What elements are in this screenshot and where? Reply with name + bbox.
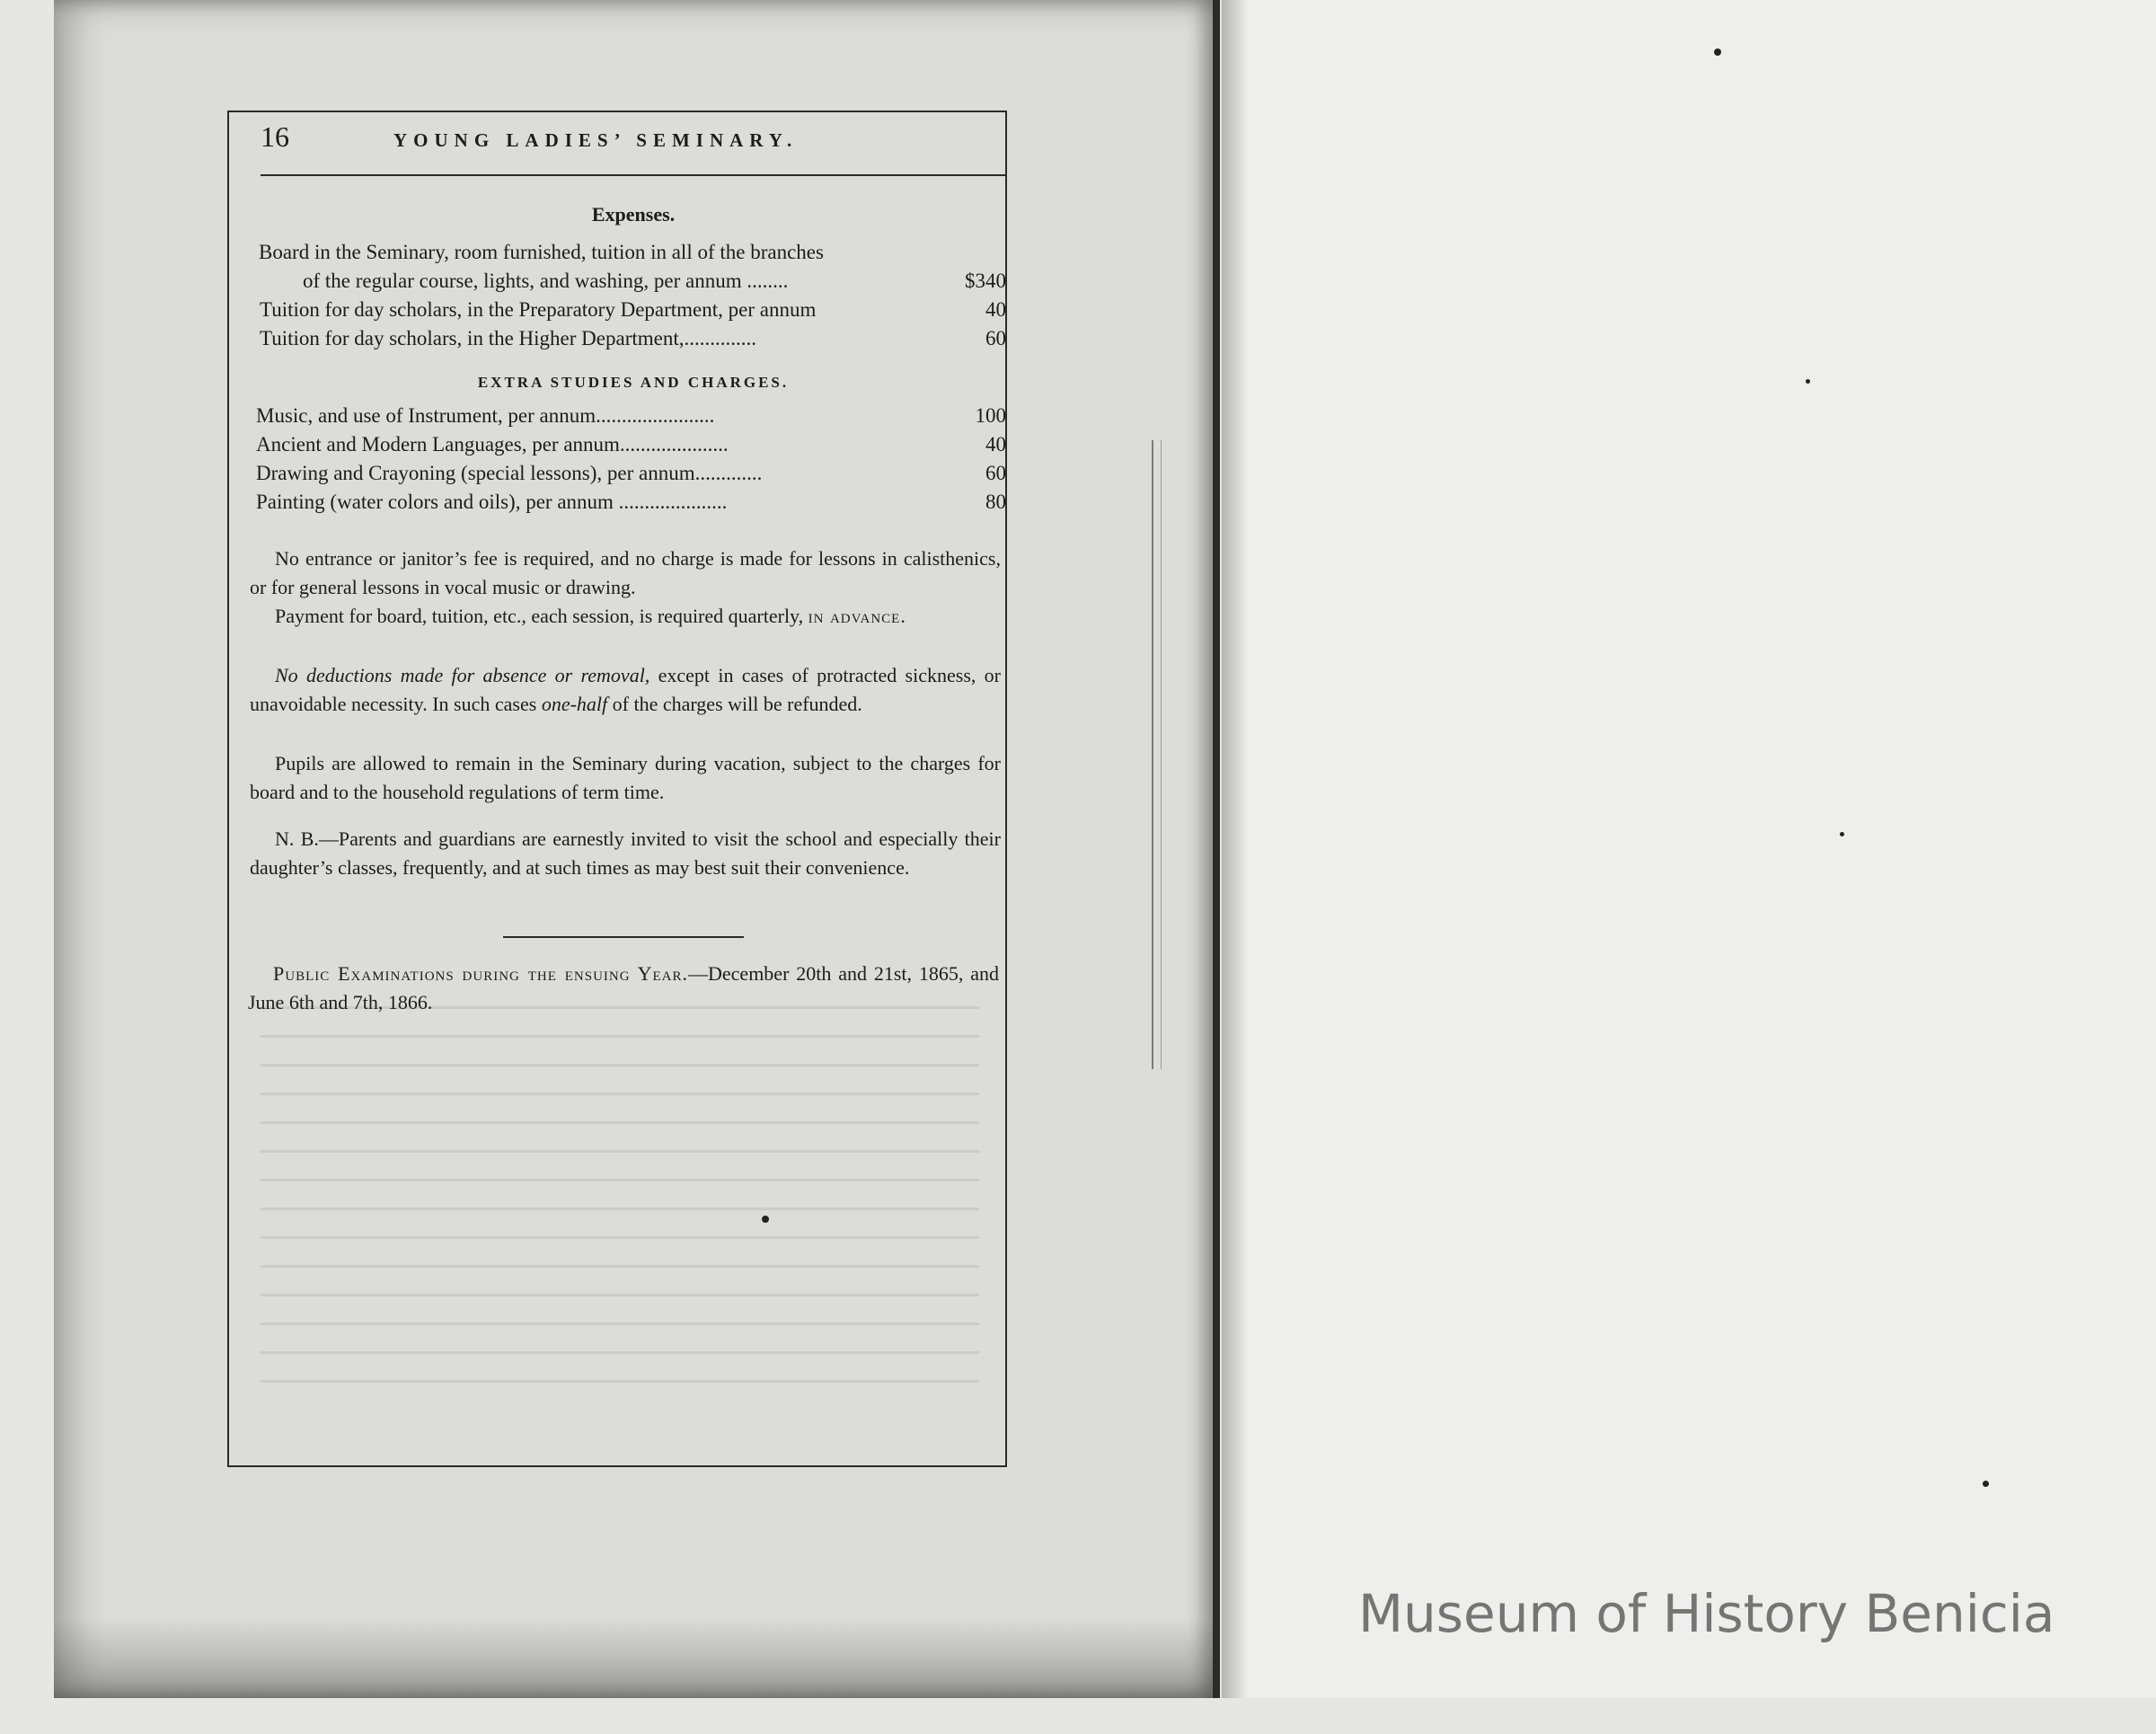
fee-amount: 80 xyxy=(985,491,1006,513)
speck xyxy=(1806,379,1810,384)
note-payment xyxy=(250,602,1001,631)
speck xyxy=(1983,1481,1989,1487)
fee-label: Painting (water colors and oils), per annum ..................... xyxy=(256,491,728,513)
note-deductions-end: of the charges will be refunded. xyxy=(612,693,862,715)
fee-amount: 60 xyxy=(985,462,1006,484)
extra-studies-heading: EXTRA STUDIES AND CHARGES. xyxy=(477,374,790,391)
expenses-heading: Expenses. xyxy=(591,203,676,226)
speck xyxy=(1714,49,1721,56)
fee-amount: 60 xyxy=(985,327,1006,349)
fee-line-preparatory xyxy=(256,298,1006,327)
fee-line-drawing xyxy=(256,462,1006,491)
note-deductions xyxy=(250,661,1001,719)
fee-label: Tuition for day scholars, in the Preparatory Department, per annum xyxy=(260,298,817,321)
fee-line-higher xyxy=(256,327,1006,356)
note-deductions-italic: No deductions made for absence or removal, xyxy=(275,664,650,686)
examinations-heading: Public Examinations during the ensuing Year. xyxy=(273,962,689,985)
page-header xyxy=(261,117,1006,176)
speck xyxy=(762,1216,769,1223)
show-through-text xyxy=(261,1006,979,1393)
page-number: 16 xyxy=(261,120,289,153)
note-vacation: Pupils are allowed to remain in the Seminary during vacation, subject to the charges for board and to the household regulations of term time. xyxy=(250,752,1001,803)
fee-line-board xyxy=(259,241,1009,270)
note-one-half: one-half xyxy=(541,693,608,715)
note-deductions-text: except in cases of protracted sickness, or unavoidable necessity. In such cases xyxy=(250,664,1002,715)
fee-label: Music, and use of Instrument, per annum....................... xyxy=(256,404,715,427)
fee-label: Tuition for day scholars, in the Higher Department,.............. xyxy=(260,327,756,349)
fee-line-painting xyxy=(256,491,1006,519)
fee-label: of the regular course, lights, and washing, per annum ........ xyxy=(303,270,789,292)
binding-thread xyxy=(1152,440,1162,1069)
section-divider xyxy=(503,936,744,938)
examinations-dates: —December 20th and 21st, 1865, and June 6th and 7th, 1866. xyxy=(248,962,999,1013)
fee-label: Board in the Seminary, room furnished, tuition in all of the branches xyxy=(259,241,824,263)
fee-line-board-cont xyxy=(256,270,1006,298)
speck xyxy=(1840,832,1844,836)
museum-watermark: Museum of History Benicia xyxy=(1358,1583,2055,1644)
fee-amount: 40 xyxy=(985,298,1006,321)
fee-amount: 100 xyxy=(975,404,1006,427)
fee-amount: $340 xyxy=(965,270,1006,292)
note-parents-nb: N. B.—Parents and guardians are earnestly invited to visit the school and especially their daughter’s classes, frequently, and at such times as may best suit their convenience. xyxy=(250,827,1001,879)
note-payment-advance: in advance. xyxy=(808,605,906,627)
note-no-entrance-fee: No entrance or janitor’s fee is required, and no charge is made for lessons in calisthenics, or for general lessons in vocal music or drawing. xyxy=(250,547,1001,598)
fee-line-languages xyxy=(256,433,1006,462)
fee-line-music xyxy=(256,404,1006,433)
right-blank-page xyxy=(1222,0,2156,1698)
running-title: YOUNG LADIES’ SEMINARY. xyxy=(393,129,799,151)
fee-label: Drawing and Crayoning (special lessons), per annum............. xyxy=(256,462,763,484)
fee-amount: 40 xyxy=(985,433,1006,456)
fee-label: Ancient and Modern Languages, per annum..................... xyxy=(256,433,729,456)
note-payment-text: Payment for board, tuition, etc., each session, is required quarterly, xyxy=(275,605,804,627)
